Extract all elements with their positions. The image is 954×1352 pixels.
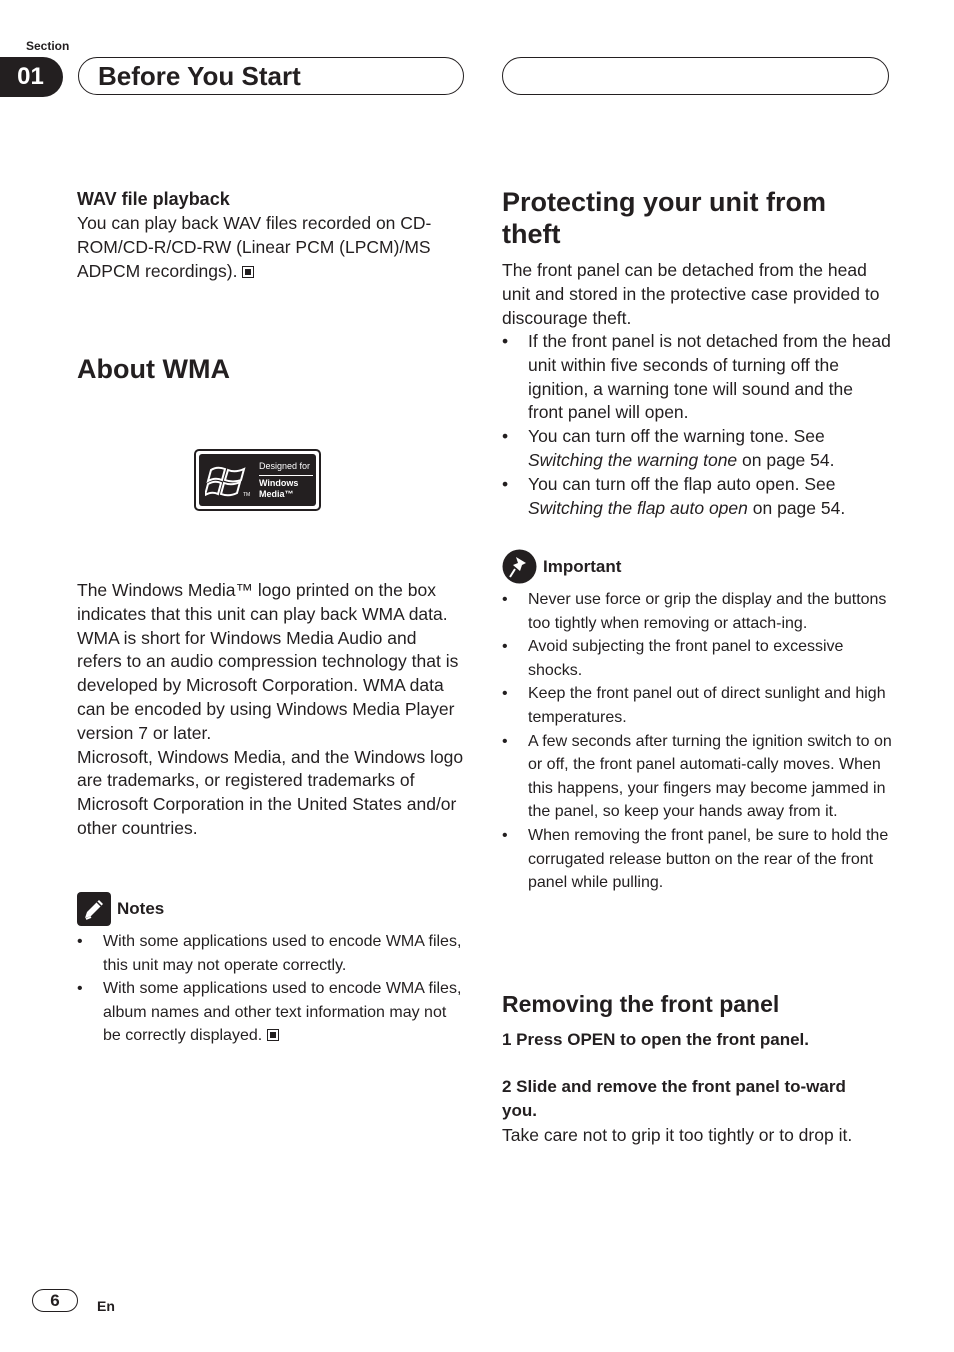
wma-body (77, 579, 465, 841)
end-mark-icon (267, 1029, 279, 1041)
wma-paragraph: Microsoft, Windows Media, and the Windows logo are trademarks, or registered trademarks of Microsoft Corporation in the United States and/or other countries. (77, 746, 464, 838)
logo-tm-text: TM (243, 492, 251, 498)
important-item: • Avoid subjecting the front panel to excessive shocks. (502, 635, 892, 682)
page-number: 6 (32, 1289, 78, 1312)
theft-item: • If the front panel is not detached from the head unit within five seconds of turning off the ignition, a warning tone will sound and the front panel will open. (502, 330, 892, 425)
theft-heading: Protecting your unit from theft (502, 187, 826, 249)
cross-reference: Switching the flap auto open (528, 497, 748, 518)
wma-paragraph: The Windows Media™ logo printed on the box indicates that this unit can play back WMA data. (77, 580, 448, 624)
notes-label: Notes (117, 899, 165, 918)
important-list (502, 588, 892, 895)
theft-intro: The front panel can be detached from the head unit and stored in the protective case provided to discourage theft. (502, 260, 880, 328)
logo-divider (259, 475, 313, 476)
language-label: En (97, 1298, 115, 1314)
removing-heading: Removing the front panel (502, 991, 780, 1017)
theft-item (502, 425, 892, 473)
important-item: • When removing the front panel, be sure to hold the corrugated release button on the rear of the front panel while pulling. (502, 824, 892, 895)
step-2-text: Take care not to grip it too tightly or to drop it. (502, 1125, 853, 1145)
section-number-badge: 01 (0, 57, 63, 97)
theft-item-text: on page 54. (752, 497, 846, 518)
wav-text: You can play back WAV files recorded on CD-ROM/CD-R/CD-RW (Linear PCM (LPCM)/MS ADPCM recordings). (77, 213, 432, 281)
important-item: • Keep the front panel out of direct sunlight and high temperatures. (502, 682, 892, 729)
step-2: 2 Slide and remove the front panel to-ward you. (502, 1077, 846, 1120)
notes-list (77, 930, 465, 1048)
header-right-frame (502, 57, 889, 95)
theft-item-text: You can turn off the flap auto open. See (528, 473, 836, 494)
section-label: Section (26, 39, 70, 53)
note-item: • With some applications used to encode WMA files, this unit may not operate correctly. (77, 930, 465, 977)
important-item: • Never use force or grip the display and the buttons too tightly when removing or attach-ing. (502, 588, 892, 635)
notes-header (77, 892, 465, 926)
windows-media-logo (194, 449, 321, 511)
important-item: • A few seconds after turning the ignition switch to on or off, the front panel automati-cally moves. When this happens, your fingers may become jammed in the panel, so keep your hands away from it. (502, 730, 892, 824)
logo-windows-text: Windows (259, 478, 299, 488)
step-1: 1 Press OPEN to open the front panel. (502, 1030, 809, 1049)
wav-heading: WAV file playback (77, 189, 230, 209)
theft-list (502, 330, 892, 520)
logo-media-text: Media™ (259, 489, 294, 499)
important-label: Important (543, 556, 622, 576)
wma-paragraph: WMA is short for Windows Media Audio and refers to an audio compression technology that is developed by Microsoft Corporation. WMA data can be encoded by using Windows Media Player version 7 or later. (77, 627, 459, 743)
page-title: Before You Start (98, 61, 301, 91)
theft-item-text: on page 54. (742, 449, 835, 470)
note-item (77, 977, 465, 1048)
theft-item-text: You can turn off the warning tone. See (528, 426, 825, 447)
note-item-text: With some applications used to encode WMA files, album names and other text information may not be correctly displayed. (103, 980, 462, 1045)
end-mark-icon (242, 266, 254, 278)
logo-windows-media-text (259, 478, 298, 500)
theft-item (502, 473, 892, 521)
wav-paragraph (77, 212, 465, 283)
cross-reference: Switching the warning tone (528, 449, 738, 470)
important-header (502, 549, 892, 584)
wma-heading: About WMA (77, 354, 230, 384)
pencil-note-icon (77, 892, 111, 926)
important-pin-icon (502, 549, 537, 584)
logo-designed-for-text: Designed for (259, 461, 311, 471)
